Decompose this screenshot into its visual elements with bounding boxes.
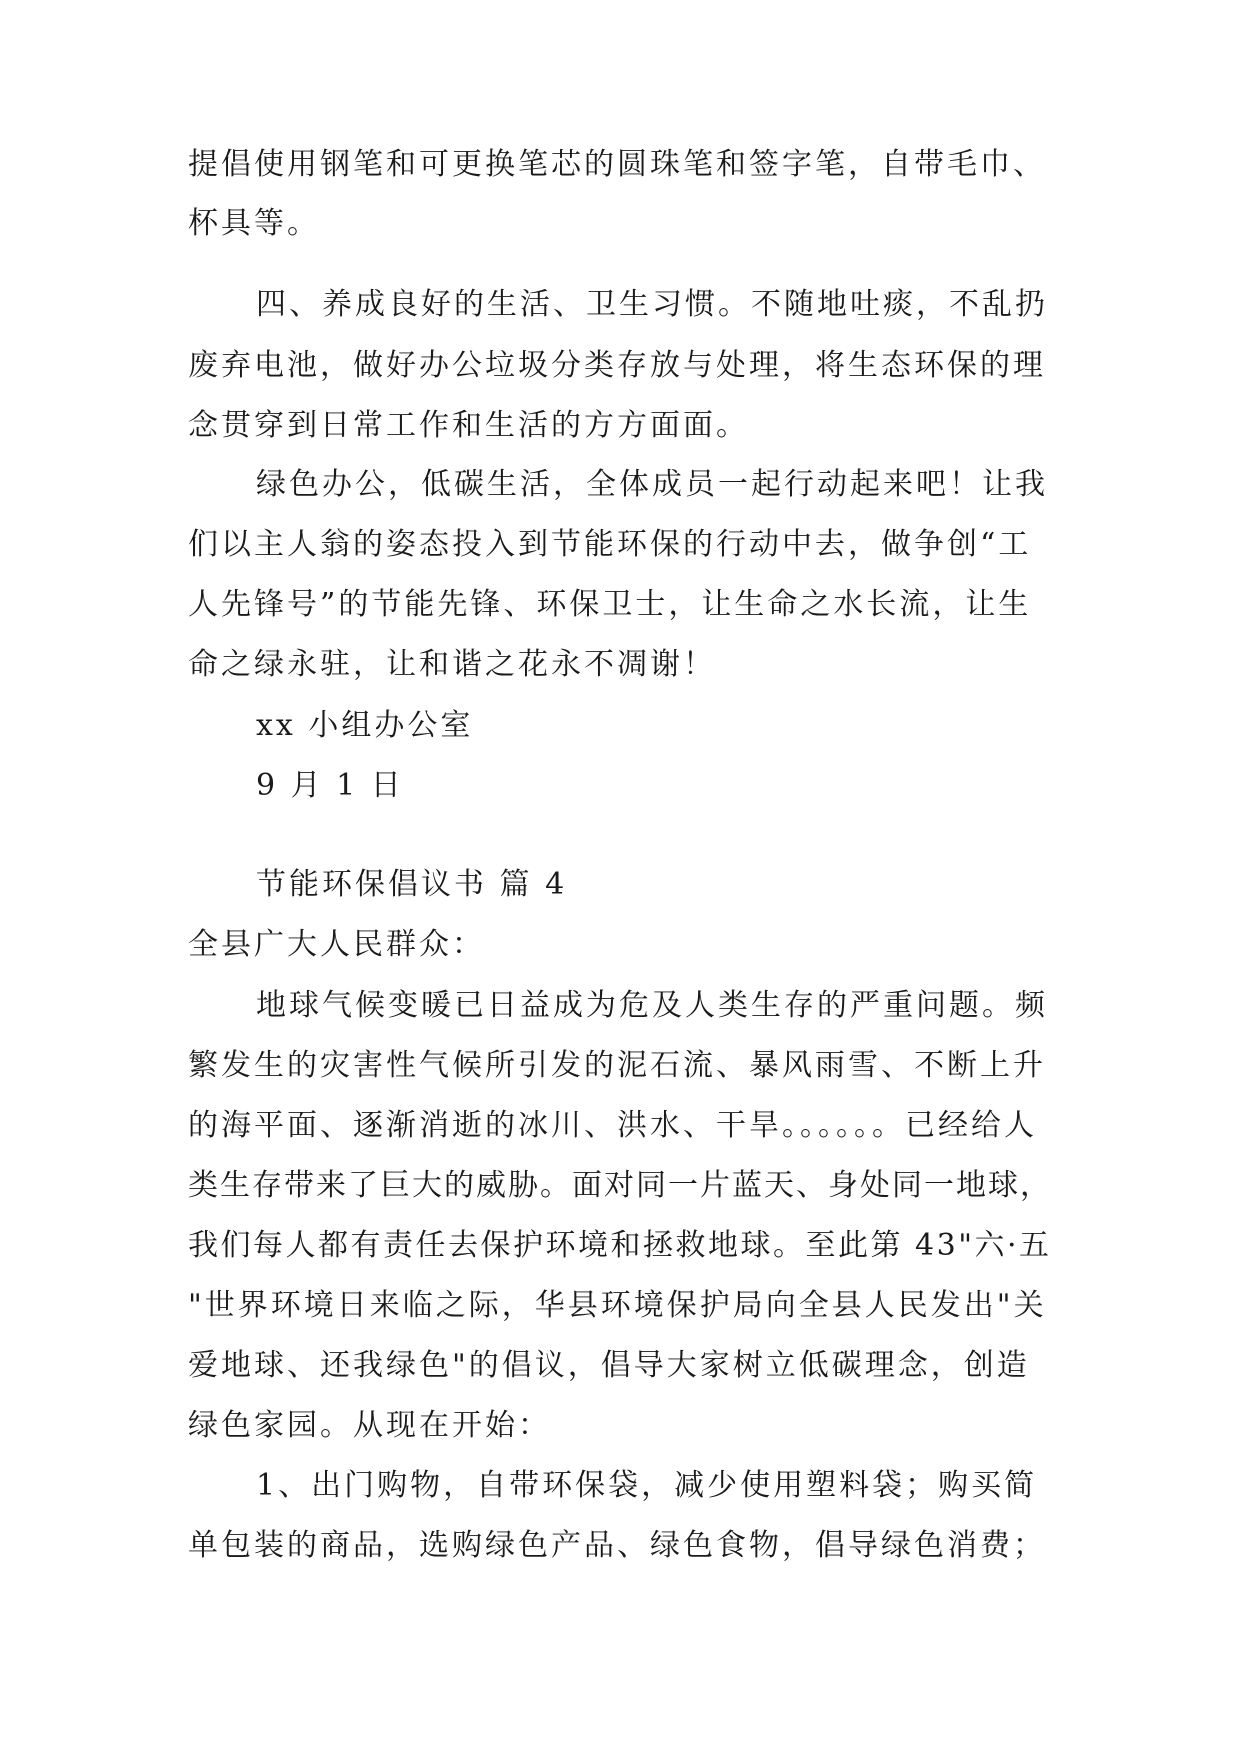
text-line: 念贯穿到日常工作和生活的方方面面。 (188, 408, 749, 443)
text-line: 们以主人翁的姿态投入到节能环保的行动中去，做争创“工 (188, 527, 1032, 562)
text-line: 爱地球、还我绿色"的倡议，倡导大家树立低碳理念，创造 (188, 1348, 1030, 1383)
text-line: 绿色家园。从现在开始： (188, 1408, 551, 1443)
text-line: 1、出门购物，自带环保袋，减少使用塑料袋；购买简 (256, 1468, 1038, 1503)
text-line: 提倡使用钢笔和可更换笔芯的圆珠笔和签字笔，自带毛巾、 (188, 147, 1046, 182)
text-line: 人先锋号”的节能先锋、环保卫士，让生命之水长流，让生 (188, 587, 1032, 622)
text-line: 类生存带来了巨大的威胁。面对同一片蓝天、身处同一地球， (188, 1168, 1052, 1203)
text-line: 地球气候变暖已日益成为危及人类生存的严重问题。频 (256, 988, 1048, 1023)
section-heading: 节能环保倡议书 篇 4 (256, 867, 568, 902)
salutation: 全县广大人民群众： (188, 927, 485, 962)
text-line: 我们每人都有责任去保护环境和拯救地球。至此第 43"六·五 (188, 1228, 1052, 1263)
text-line: 命之绿永驻，让和谐之花永不凋谢！ (188, 647, 716, 682)
text-line: 废弃电池，做好办公垃圾分类存放与处理，将生态环保的理 (188, 348, 1046, 383)
text-line: 杯具等。 (188, 206, 320, 241)
text-line: 单包装的商品，选购绿色产品、绿色食物，倡导绿色消费； (188, 1528, 1046, 1563)
text-line: 的海平面、逐渐消逝的冰川、洪水、干旱。。。。。。已经给人 (188, 1108, 1037, 1143)
text-line: 繁发生的灾害性气候所引发的泥石流、暴风雨雪、不断上升 (188, 1048, 1046, 1083)
text-line: 四、养成良好的生活、卫生习惯。不随地吐痰，不乱扔 (256, 287, 1048, 322)
text-line: "世界环境日来临之际，华县环境保护局向全县人民发出"关 (188, 1288, 1047, 1323)
signature-date: 9 月 1 日 (256, 768, 404, 803)
signature-office: xx 小组办公室 (256, 708, 474, 743)
text-line: 绿色办公，低碳生活，全体成员一起行动起来吧！让我 (256, 467, 1048, 502)
